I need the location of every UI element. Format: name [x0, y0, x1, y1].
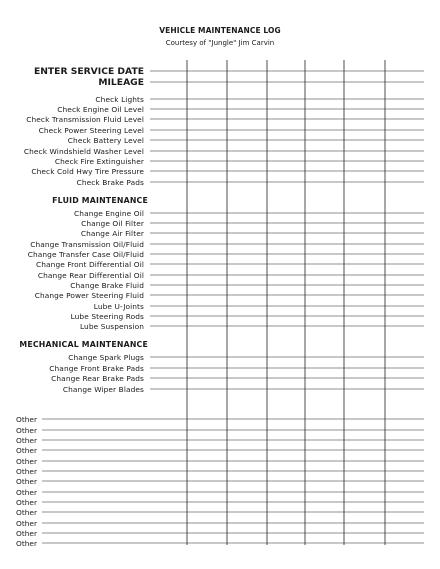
- fluid-item: Change Brake Fluid: [70, 281, 144, 290]
- mileage-header: MILEAGE: [98, 77, 144, 88]
- page-title: VEHICLE MAINTENANCE LOG: [159, 26, 281, 35]
- check-item: Check Brake Pads: [76, 178, 144, 187]
- other-row-label: Other: [16, 415, 37, 424]
- other-row-label: Other: [16, 488, 37, 497]
- mechanical-item: Change Rear Brake Pads: [51, 374, 144, 383]
- other-row-label: Other: [16, 446, 37, 455]
- other-row-label: Other: [16, 457, 37, 466]
- check-item: Check Battery Level: [67, 136, 144, 145]
- mechanical-item: Change Wiper Blades: [62, 385, 144, 394]
- fluid-item: Change Front Differential Oil: [36, 260, 144, 269]
- mechanical-item: Change Spark Plugs: [68, 353, 144, 362]
- fluid-item: Change Rear Differential Oil: [37, 271, 144, 280]
- check-item: Check Lights: [95, 95, 144, 104]
- mechanical-section-title: MECHANICAL MAINTENANCE: [19, 340, 148, 349]
- fluid-item: Lube Steering Rods: [70, 312, 144, 321]
- fluid-item: Change Engine Oil: [74, 209, 144, 218]
- fluid-item: Change Transfer Case Oil/Fluid: [27, 250, 144, 259]
- service-date-header: ENTER SERVICE DATE: [33, 66, 144, 77]
- other-row-label: Other: [16, 498, 37, 507]
- other-row-label: Other: [16, 539, 37, 548]
- fluid-item: Change Power Steering Fluid: [34, 291, 144, 300]
- fluid-item: Change Transmission Oil/Fluid: [30, 240, 144, 249]
- other-row-label: Other: [16, 477, 37, 486]
- fluid-item: Change Air Filter: [80, 229, 144, 238]
- fluid-item: Lube U-Joints: [93, 302, 144, 311]
- check-item: Check Power Steering Level: [38, 126, 144, 135]
- check-item: Check Transmission Fluid Level: [26, 115, 144, 124]
- mechanical-item: Change Front Brake Pads: [49, 364, 144, 373]
- check-item: Check Engine Oil Level: [57, 105, 144, 114]
- fluid-section-title: FLUID MAINTENANCE: [52, 196, 148, 205]
- other-row-label: Other: [16, 436, 37, 445]
- other-row-label: Other: [16, 467, 37, 476]
- check-item: Check Cold Hwy Tire Pressure: [31, 167, 144, 176]
- check-item: Check Windshield Washer Level: [23, 147, 144, 156]
- other-row-label: Other: [16, 519, 37, 528]
- page-subtitle: Courtesy of "Jungle" Jim Carvin: [165, 39, 275, 47]
- other-row-label: Other: [16, 426, 37, 435]
- other-row-label: Other: [16, 508, 37, 517]
- check-item: Check Fire Extinguisher: [54, 157, 144, 166]
- fluid-item: Lube Suspension: [79, 322, 144, 331]
- fluid-item: Change Oil Filter: [81, 219, 144, 228]
- other-row-label: Other: [16, 529, 37, 538]
